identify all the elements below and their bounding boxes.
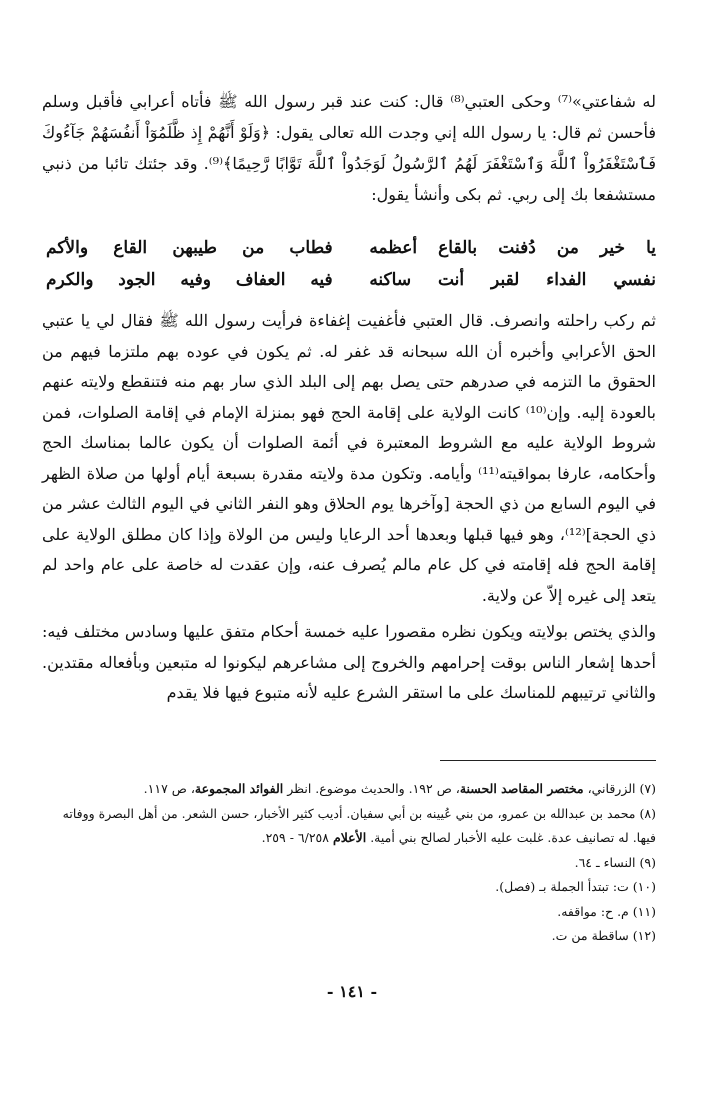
footnote-item xyxy=(42,924,656,949)
footnote-item xyxy=(42,900,656,925)
footnote-text: م. ح: مواقفه. xyxy=(557,903,629,919)
footnote-text: الزرقاني، xyxy=(583,781,636,796)
footnote-item xyxy=(42,802,656,851)
paragraph-1: له شفاعتي»⁽⁷⁾ وحكى العتبي⁽⁸⁾ قال: كنت عند قبر رسول الله ﷺ فأتاه أعرابي فأقبل وسلم فأحسن ثم قال: يا رسول الله إني وجدت الله تعالى يقول: ﴿وَلَوْ أَنَّهُمْ إِذ ظَّلَمُوٓاْ أَنفُسَهُمْ جَآءُوكَ فَٱسْتَغْفَرُواْ ٱللَّهَ وَٱسْتَغْفَرَ لَهُمُ ٱلرَّسُولُ لَوَجَدُواْ ٱللَّهَ تَوَّابًا رَّحِيمًا﴾⁽⁹⁾. وقد جئتك تائبا من ذنبي مستشفعا بك إلى ربي. ثم بكى وأنشأ يقول: xyxy=(42,92,657,204)
footnote-source-title: الأعلام xyxy=(332,830,367,845)
poem-hemistich-first: يا خير من دُفنت بالقاع أعظمه xyxy=(369,238,656,258)
footnote-number: (١٠) xyxy=(632,879,656,894)
poem-verse xyxy=(46,232,656,264)
footnote-number: (٧) xyxy=(639,781,656,796)
footnote-text: النساء ـ ٦٤. xyxy=(574,854,636,870)
footnote-text: ، ص ١٩٢. والحديث موضوع. انظر xyxy=(283,781,460,796)
footnote-text: ، ص ١١٧. xyxy=(143,781,195,796)
footnote-item xyxy=(42,851,656,876)
poem-hemistich-second: فيه العفاف وفيه الجود والكرم xyxy=(46,270,333,290)
footnote-number: (٩) xyxy=(639,854,656,870)
paragraph-2: ثم ركب راحلته وانصرف. قال العتبي فأغفيت إغفاءة فرأيت رسول الله ﷺ فقال لي يا عتبي الحق الأعرابي وأخبره أن الله سبحانه قد غفر له. ثم يكون في عوده بهم ملتزما فيهم من الحقوق ما التزمه في صدرهم حتى يصل بهم إلى البلد الذي سار بهم منه فتنقطع ولايته عنهم بالعودة إليه. وإن⁽¹⁰⁾ كانت الولاية على إقامة الحج فهو بمنزلة الإمام في إقامة الصلوات، فمن شروط الولاية عليه مع الشروط المعتبرة في أئمة الصلوات أن يكون عالما بمناسك الحج وأحكامه، عارفا بمواقيته⁽¹¹⁾ وأيامه. وتكون مدة ولايته مقدرة بسبعة أيام أولها من صلاة الظهر في اليوم السابع من ذي الحجة [وآخرها يوم الحلاق وهو النفر الثاني في اليوم الثالث عشر من ذي الحجة]⁽¹²⁾، وهو فيها قبلها وبعدها أحد الرعايا وليس من الولاة وإذا كان مطلق الولاية على إقامة الحج فله إقامته في كل عام مالم يُصرف عنه، وإن عقدت له خاصة على عام واحد لم يتعد إلى غيره إلاّ عن ولاية. xyxy=(42,311,657,605)
footnotes xyxy=(42,777,656,949)
footnote-source-title: مختصر المقاصد الحسنة xyxy=(459,781,584,796)
footnote-text: محمد بن عبدالله بن عمرو، من بني عُيينه بن أبي سفيان. أديب كثير الأخبار، حسن الشعر. من أهل البصرة ووفاته فيها. له تصانيف عدة. غلبت عليه الأخبار لصالح بني أمية. xyxy=(62,805,656,845)
poem xyxy=(46,232,656,296)
footnote-divider xyxy=(440,760,656,761)
footnote-number: (١٢) xyxy=(632,928,656,943)
poem-verse xyxy=(46,264,656,296)
footnote-item xyxy=(42,875,656,900)
footnote-text: ساقطة من ت. xyxy=(551,928,629,943)
footnote-text: ت: تبتدأ الجملة بـ (فصل). xyxy=(495,879,629,894)
footnote-number: (٨) xyxy=(639,805,656,821)
footnote-source-title: الفوائد المجموعة xyxy=(194,781,284,796)
poem-hemistich-first: نفسي الفداء لقبر أنت ساكنه xyxy=(369,270,656,290)
main-text-top xyxy=(42,86,656,210)
footnote-text: ٦/٢٥٨ - ٢٥٩. xyxy=(261,830,333,845)
poem-hemistich-second: فطاب من طيبهن القاع والأكم xyxy=(46,238,333,258)
paragraph-3: والذي يختص بولايته ويكون نظره مقصورا عليه خمسة أحكام متفق عليها وسادس مختلف فيه: أحدها إشعار الناس بوقت إحرامهم والخروج إلى مشاعرهم ليكونوا له متبعين وبأفعاله مقتدين. والثاني ترتيبهم للمناسك على ما استقر الشرع عليه لأنه متبوع فيها فلا يقدم xyxy=(42,622,656,702)
footnote-item xyxy=(42,777,656,802)
page-number: - ١٤١ - xyxy=(326,982,378,1001)
main-text-bottom xyxy=(42,306,656,709)
footnote-number: (١١) xyxy=(632,903,656,919)
